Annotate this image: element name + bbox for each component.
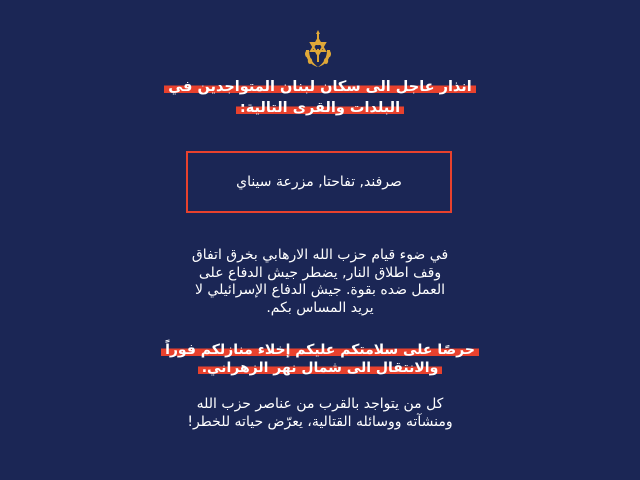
- paragraph-line: ومنشآته ووسائله القتالية، يعرّض حياته للخطر!: [187, 413, 453, 430]
- paragraph-line: وقف اطلاق النار, يضطر جيش الدفاع على: [198, 264, 442, 281]
- paragraph-line: في ضوء قيام حزب الله الارهابي بخرق اتفاق: [191, 247, 449, 263]
- villages-box: [186, 151, 452, 213]
- evacuation-highlight: حرصًا على سلامتكم عليكم إخلاء منازلكم فوراً: [161, 342, 479, 358]
- paragraph-line: [140, 342, 500, 360]
- paragraph-ceasefire: [140, 247, 500, 317]
- heading-highlight: البلدات والقرى التالية:: [236, 100, 404, 116]
- warning-heading-line-1: [140, 77, 500, 98]
- paragraph-line: كل من يتواجد بالقرب من عناصر حزب الله: [196, 396, 444, 412]
- idf-emblem-icon: [301, 30, 335, 70]
- villages-list: صرفند, تفاحتا, مزرعة سيناي: [236, 174, 402, 190]
- evacuation-highlight: والانتقال الى شمال نهر الزهراني.: [198, 360, 443, 376]
- paragraph-line: العمل ضده بقوة. جيش الدفاع الإسرائيلي لا: [194, 282, 446, 298]
- paragraph-line: يريد المساس بكم.: [266, 299, 374, 316]
- paragraph-evacuation: [140, 342, 500, 377]
- heading-highlight: انذار عاجل الى سكان لبنان المتواجدين في: [164, 79, 475, 95]
- warning-heading-line-2: [140, 98, 500, 119]
- paragraph-danger: [140, 396, 500, 431]
- paragraph-line: [140, 360, 500, 378]
